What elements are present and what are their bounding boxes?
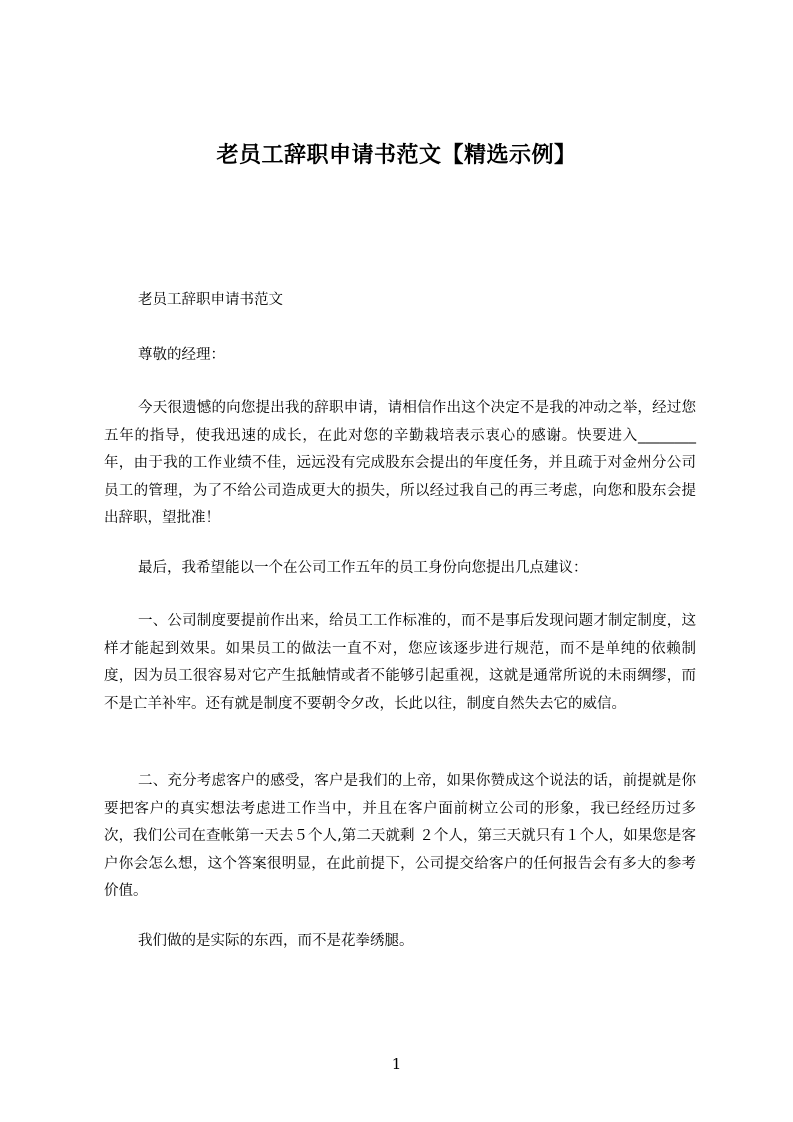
salutation: 尊敬的经理： — [138, 347, 225, 363]
paragraph-suggestion-two: 二、充分考虑客户的感受，客户是我们的上帝，如果你赞成这个说法的话，前提就是你要把客户的真实想法考虑进工作当中，并且在客户面前树立公司的形象，我已经经历过多次，我们公司在查帐第一天去５个人,第二天就剩 ２个人，第三天就只有１个人，如果您是客户你会怎么想，这个答案很明显，在此前提下，公司提交给客户的任何报告会有多大的参考价值。 — [104, 773, 696, 899]
document-title: 老员工辞职申请书范文【精选示例】 — [216, 143, 577, 168]
paragraph-resignation-request: 今天很遗憾的向您提出我的辞职申请，请相信作出这个决定不是我的冲动之举，经过您五年的指导，使我迅速的成长，在此对您的辛勤栽培表示衷心的感谢。快要进入________年，由于我的工作业绩不佳，远远没有完成股东会提出的年度任务，并且疏于对金州分公司员工的管理，为了不给公司造成更大的损失，所以经过我自己的再三考虑，向您和股东会提出辞职，望批准！ — [104, 400, 696, 526]
paragraph-closing-remark: 我们做的是实际的东西，而不是花拳绣腿。 — [138, 933, 414, 949]
document-subtitle: 老员工辞职申请书范文 — [138, 292, 283, 308]
paragraph-suggestion-one: 一、公司制度要提前作出来，给员工工作标准的，而不是事后发现问题才制定制度，这样才能起到效果。如果员工的做法一直不对，您应该逐步进行规范，而不是单纯的依赖制度，因为员工很容易对它产生抵触情或者不能够引起重视，这就是通常所说的未雨绸缪，而不是亡羊补牢。还有就是制度不要朝令夕改，长此以往，制度自然失去它的威信。 — [104, 613, 696, 712]
paragraph-suggestions-intro: 最后，我希望能以一个在公司工作五年的员工身份向您提出几点建议： — [138, 560, 588, 576]
page-number: 1 — [391, 1055, 402, 1073]
